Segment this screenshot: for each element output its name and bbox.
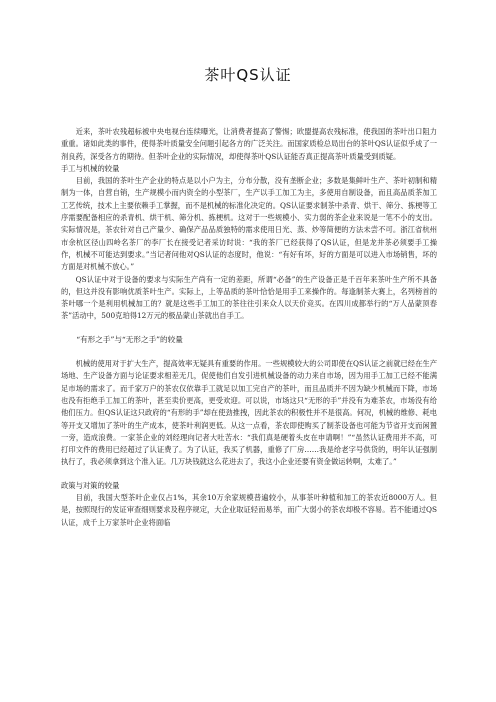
section-heading-visible-invisible-hand: “有形之手”与“无形之手”的较量 [76,334,183,344]
paragraph-1: 目前，我国的茶叶生产企业的特点是以小户为主，分布分散，没有垄断企业；多数是集鲜叶生产、茶叶初制和精制为一体，自营自销，生产规模小而内资全的小型茶厂，生产以手工加工为主，多使用自制设备，而且高品质茶加工工艺传统，技术上主要依赖手工掌握，而不是机械的标准化决定的。QS认证要求制茶中杀青、烘干、筛分、拣梗等工序需要配备相应的杀青机、烘干机、筛分机、拣梗机。这对于一些规模小、实力弱的茶企业来说是一笔不小的支出。实际情况是，茶农针对自己产量少、确保产品品质独特的需求使用日光、蒸、炒等简便的方法未尝不可。浙江省杭州市余杭区径山四岭名茶厂的李厂长在接受记者采访时说：“我的茶厂已经获得了QS认证，但是龙井茶必须要手工操作，机械不可能达到要求。”当记者问他对QS认证的态度时，他说：“有好有坏，好的方面是可以进入市场销售，坏的方面是对机械不放心。” [61,176,437,272]
document-body [61,126,437,529]
section-heading-policy: 政策与对策的较量 [61,480,120,490]
paragraph-3: 机械的使用对于扩大生产，提高效率无疑具有重要的作用。一些规模较大的公司即使在QS认证之前就已经在生产场地、生产设备方面与论证要求相差无几，促使他们自发引进机械设备的动力来自市场，因为用手工加工已经不能满足市场的需求了。而千家万户的茶农仅依靠手工就足以加工完自产的茶叶，而且品质并不因为缺少机械而下降，市场也没有拒绝手工加工的茶叶，甚至卖价更高，更受欢迎。可以说，市场这只“无形的手”并没有为难茶农，市场没有给他们压力。但QS认证这只政府的“有形的手”却在使劲推拽，因此茶农的积极性并不是很高。何况，机械的维修、耗电等开支又增加了茶叶的生产成本，使茶叶利润更低。从这一点看，茶农即使购买了制茶设备也可能为节省开支而闲置一旁，造成浪费。一家茶企业的刘经理向记者大吐苦水：“我们真是硬着头皮在申请啊！”“虽然认证费用并不高，可打印文件的费用已经超过了认证费了。为了认证，我买了机器，重修了厂房……我是给老字号供货的，明年认证强制执行了，我必须拿到这个准入证。几万块钱就这么花进去了，我这小企业还要有资金做运转啊，太难了。” [61,359,437,467]
intro-paragraph: 近来，茶叶农残超标被中央电视台连续曝光，让消费者提高了警惕；欧盟提高农残标准，使我国的茶叶出口阻力重重。诸如此类的事件，使得茶叶质量安全问题引起各方的广泛关注。而国家质检总局出台的茶叶QS认证似乎成了一剂良药，深受各方的期待。但茶叶企业的实际情况，却使得茶叶QS认证能否真正提高茶叶质量受到质疑。 [61,127,437,161]
page-title: 茶叶QS认证 [204,66,292,84]
paragraph-4: 目前，我国大型茶叶企业仅占1%，其余10万余家规模普遍较小，从事茶叶种植和加工的茶农近8000万人。但是，按照现行的发证审查细则要求及程序规定，大企业取证轻而易举，而广大弱小的茶农却极不容易。若不能通过QS认证，成千上万家茶叶企业将面临 [61,493,437,527]
section-heading-manual-vs-machine: 手工与机械的较量 [61,163,120,173]
paragraph-2: QS认证中对于设备的要求与实际生产尚有一定的差距，所谓“必备”的生产设备正是千百年来茶叶生产所不具备的，但这并没有影响优质茶叶生产。实际上，上等品质的茶叶恰恰是用手工来操作的。每逢制茶大赛上，名列榜首的茶叶哪一个是利用机械加工的？就是这些手工加工的茶往往引来众人以天价竞买。在四川成都举行的“万人品蒙顶春茶”活动中，500克珀得12万元的极品蒙山茶就出自手工。 [61,274,437,321]
